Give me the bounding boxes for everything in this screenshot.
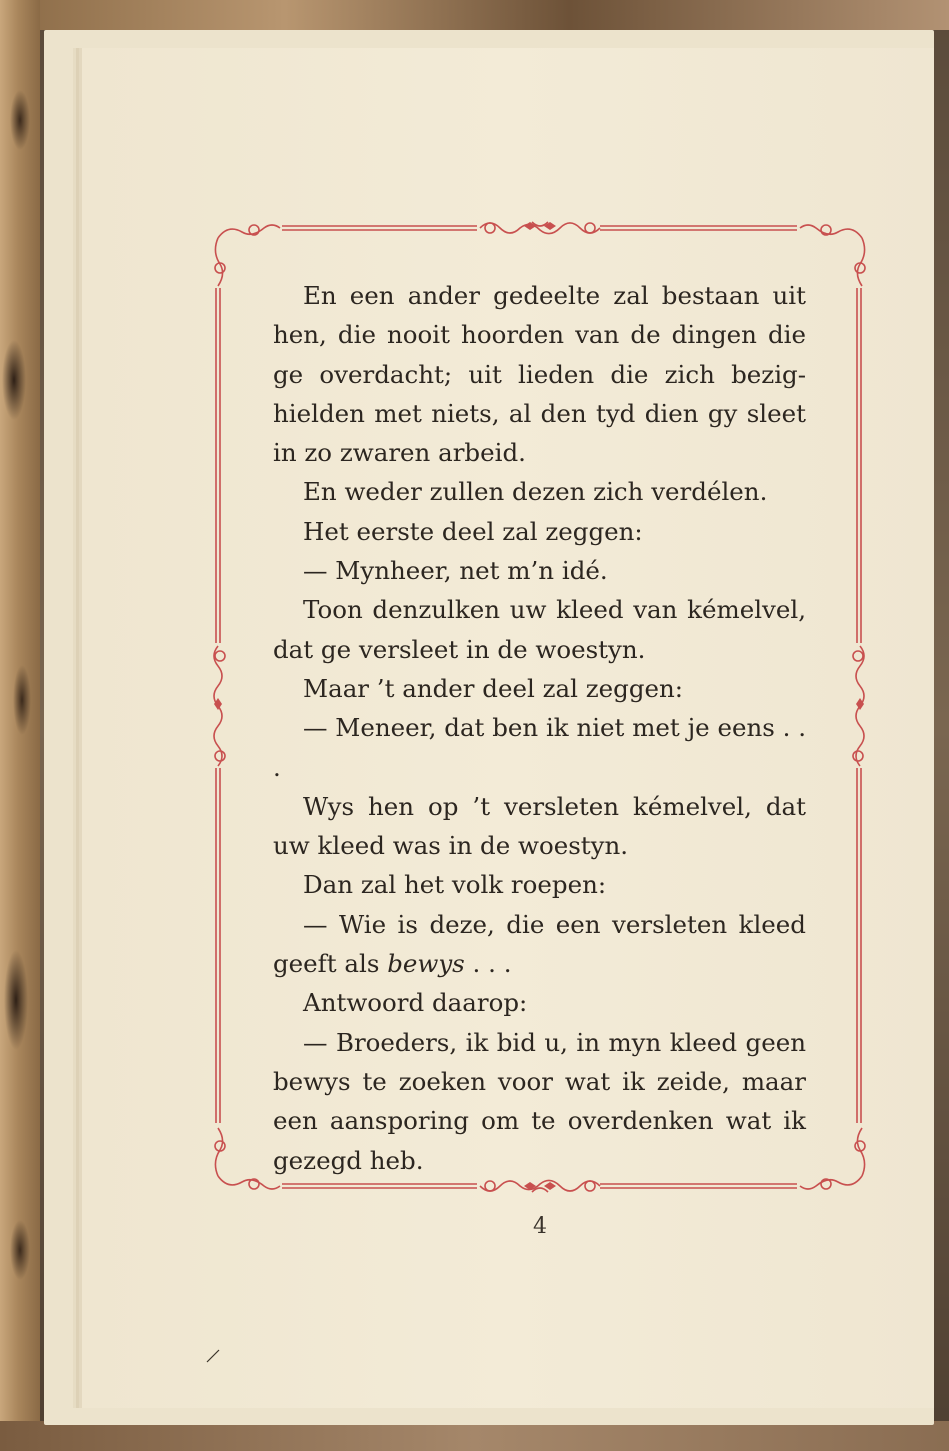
book-cover-bottom-edge <box>0 1421 949 1451</box>
paragraph-4: — Mynheer, net m’n idé. <box>303 556 608 586</box>
paragraph-8: Wys hen op ’t versleten kémelvel, dat uw kleed was in de woestyn. <box>273 791 806 861</box>
pencil-stroke-icon <box>204 1345 224 1365</box>
paragraph-2: En weder zullen dezen zich verdélen. <box>303 477 768 507</box>
paragraph-11: Antwoord daarop: <box>303 988 528 1018</box>
paragraph-10-italic: bewys <box>387 949 465 979</box>
paragraph-12: — Broeders, ik bid u, in myn kleed geen bewys te zoeken voor wat ik zeide, maar een aansporing om te overdenken wat ik gezegd heb. <box>273 1027 806 1175</box>
paragraph-7: — Meneer, dat ben ik niet met je eens . . . <box>273 713 806 782</box>
paragraph-9: Dan zal het volk roepen: <box>303 870 607 900</box>
paragraph-1: En een ander gedeelte zal bestaan uit hen, die nooit hoorden van de dingen die ge overdacht; uit lieden die zich bezig-hielden met niets, al den tyd dien gy sleet in zo zwaren arbeid. <box>273 281 806 468</box>
paragraph-10 <box>273 905 806 984</box>
paragraph-5: Toon denzulken uw kleed van kémelvel, dat ge versleet in de woestyn. <box>273 595 806 664</box>
paragraph-10-ellipsis: . . . <box>464 949 512 979</box>
page-number: 4 <box>533 1214 547 1239</box>
book-cover-top-edge <box>0 0 949 30</box>
book-cover-marbled-edge <box>0 0 40 1451</box>
paragraph-10-text: — Wie is deze, die een versleten kleed geeft als <box>273 909 806 979</box>
paragraph-6: Maar ’t ander deel zal zeggen: <box>303 673 684 703</box>
paragraph-3: Het eerste deel zal zeggen: <box>303 516 643 546</box>
page-body-text <box>273 276 806 1180</box>
